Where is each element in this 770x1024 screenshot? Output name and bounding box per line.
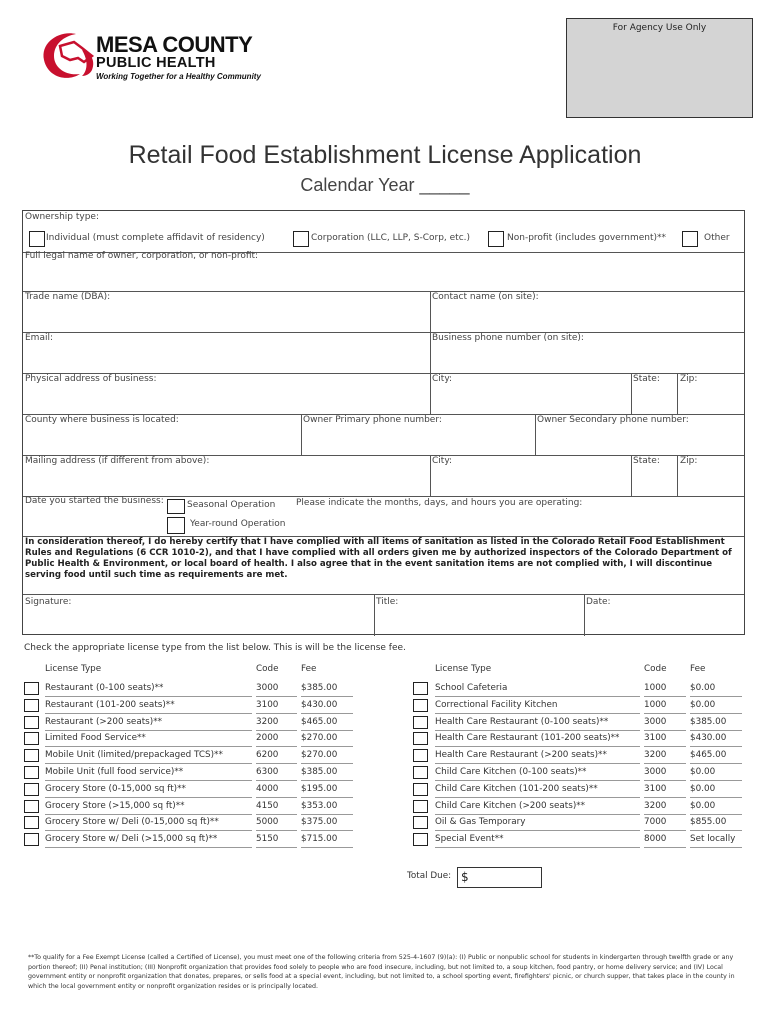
column-divider [677,373,678,414]
table-row-divider [435,814,640,815]
table-row-divider [256,780,297,781]
table-row-divider [690,713,742,714]
column-divider [584,594,585,636]
license-checkbox-left-6[interactable] [24,783,39,796]
license-checkbox-left-2[interactable] [24,716,39,729]
table-row-divider [45,847,252,848]
table-row-divider [301,780,353,781]
license-code-cell: 1000 [644,699,667,710]
license-checkbox-left-3[interactable] [24,732,39,745]
license-type-cell: Health Care Restaurant (>200 seats)** [435,750,607,761]
signature-field[interactable]: Signature: [25,597,72,607]
table-row-divider [301,746,353,747]
license-code-cell: 4150 [256,800,279,811]
ownership-corporation-checkbox[interactable] [293,231,309,247]
license-fee-cell: $430.00 [301,699,338,710]
license-code-cell: 3200 [644,800,667,811]
table-row-divider [45,830,252,831]
license-code-cell: 3200 [256,716,279,727]
table-row-divider [256,696,297,697]
table-row-divider [435,713,640,714]
certification-statement: In consideration thereof, I do hereby certify that I have complied with all items of sanitation as listed in the Colorado Retail Food Establishment Rules and Regulations (6 CCR 1010-2), and that I have complied with all orders given me by authorized inspectors of the Colorado Department of Public Health & Environment, or local board of health. I also agree that in the event sanitation items are not complied with, I will discontinue serving food until such time as requirements are met. [25,537,732,580]
license-checkbox-left-5[interactable] [24,766,39,779]
table-row-divider [435,847,640,848]
license-checkbox-right-6[interactable] [413,783,428,796]
date-field[interactable]: Date: [586,597,611,607]
table-row-divider [45,814,252,815]
table-row-divider [301,713,353,714]
license-fee-cell: Set locally [690,834,736,845]
table-row-divider [45,746,252,747]
application-form [22,210,745,635]
license-checkbox-right-5[interactable] [413,766,428,779]
table-row-divider [690,730,742,731]
license-type-cell: Child Care Kitchen (101-200 seats)** [435,783,598,794]
right-header-code: Code [644,664,667,674]
ownership-nonprofit-checkbox[interactable] [488,231,504,247]
license-code-cell: 3000 [256,683,279,693]
mailing-address-field[interactable]: Mailing address (if different from above): [25,456,210,466]
title-field[interactable]: Title: [376,597,399,607]
owner-primary-phone-field[interactable]: Owner Primary phone number: [303,415,442,425]
license-code-cell: 6300 [256,767,279,777]
license-checkbox-right-0[interactable] [413,682,428,695]
ownership-nonprofit-label: Non-profit (includes government)** [507,233,667,243]
left-header-code: Code [256,664,279,674]
license-code-cell: 6200 [256,750,279,761]
right-header-fee: Fee [690,664,706,674]
right-header-type: License Type [435,664,492,674]
left-header-fee: Fee [301,664,317,674]
license-type-cell: Child Care Kitchen (>200 seats)** [435,800,586,811]
county-field[interactable]: County where business is located: [25,415,179,425]
logo-tagline: Working Together for a Healthy Community [96,72,261,81]
mailing-zip-field[interactable]: Zip: [680,456,698,466]
license-fee-cell: $0.00 [690,767,716,777]
license-checkbox-left-1[interactable] [24,699,39,712]
contact-name-field[interactable]: Contact name (on site): [432,292,539,302]
table-row-divider [644,780,686,781]
license-fee-cell: $465.00 [301,716,338,727]
license-type-cell: Mobile Unit (limited/prepackaged TCS)** [45,750,223,761]
license-type-cell: Child Care Kitchen (0-100 seats)** [435,767,587,777]
license-type-cell: Grocery Store (>15,000 sq ft)** [45,800,185,811]
table-row-divider [45,696,252,697]
table-row-divider [256,713,297,714]
table-row-divider [435,780,640,781]
table-row-divider [256,797,297,798]
column-divider [430,455,431,496]
license-code-cell: 2000 [256,733,279,744]
license-fee-cell: $385.00 [301,683,338,693]
table-row-divider [256,763,297,764]
license-fee-cell: $195.00 [301,783,338,794]
table-row-divider [644,830,686,831]
table-row-divider [690,746,742,747]
table-row-divider [256,830,297,831]
license-code-cell: 4000 [256,783,279,794]
table-row-divider [256,730,297,731]
license-code-cell: 5000 [256,817,279,828]
table-row-divider [301,830,353,831]
column-divider [374,594,375,636]
license-type-cell: Grocery Store w/ Deli (0-15,000 sq ft)** [45,817,219,828]
table-row-divider [45,763,252,764]
seasonal-label: Seasonal Operation [187,500,276,510]
ownership-other-label: Other [704,233,730,243]
column-divider [301,414,302,455]
table-row-divider [301,814,353,815]
agency-use-label: For Agency Use Only [612,23,707,33]
table-row-divider [644,814,686,815]
table-row-divider [690,780,742,781]
license-checkbox-right-8[interactable] [413,816,428,829]
table-row-divider [644,730,686,731]
table-row-divider [690,814,742,815]
table-row-divider [435,746,640,747]
logo-emblem-icon [34,26,100,88]
table-row-divider [45,730,252,731]
total-due-label: Total Due: [407,871,452,881]
logo-line1: MESA COUNTY [96,32,253,57]
table-row-divider [690,830,742,831]
seasonal-checkbox[interactable] [167,499,185,514]
ownership-individual-checkbox[interactable] [29,231,45,247]
state-field[interactable]: State: [633,374,660,384]
table-row-divider [256,746,297,747]
column-divider [631,455,632,496]
table-row-divider [301,797,353,798]
license-instruction: Check the appropriate license type from the list below. This is will be the license fee. [24,643,406,653]
business-phone-field[interactable]: Business phone number (on site): [432,333,584,343]
license-checkbox-right-7[interactable] [413,800,428,813]
license-type-cell: Restaurant (101-200 seats)** [45,699,175,710]
license-fee-cell: $430.00 [690,733,727,744]
table-row-divider [45,780,252,781]
license-checkbox-left-4[interactable] [24,749,39,762]
table-row-divider [690,696,742,697]
ownership-corporation-label: Corporation (LLC, LLP, S-Corp, etc.) [311,233,471,243]
license-fee-cell: $0.00 [690,683,716,693]
city-field[interactable]: City: [432,374,453,384]
page-subtitle: Calendar Year _____ [300,175,470,195]
table-row-divider [45,797,252,798]
license-fee-cell: $270.00 [301,733,338,744]
column-divider [535,414,536,455]
license-code-cell: 5150 [256,834,279,845]
trade-name-field[interactable]: Trade name (DBA): [25,292,111,302]
license-fee-cell: $855.00 [690,817,727,828]
license-code-cell: 3200 [644,750,667,761]
left-header-type: License Type [45,664,102,674]
zip-field[interactable]: Zip: [680,374,698,384]
row-divider [23,332,744,333]
date-started-field[interactable]: Date you started the business: [25,496,164,506]
license-type-cell: Grocery Store w/ Deli (>15,000 sq ft)** [45,834,218,845]
table-row-divider [644,746,686,747]
total-due-field[interactable]: $ [457,867,542,888]
license-type-cell: Restaurant (>200 seats)** [45,716,162,727]
table-row-divider [301,696,353,697]
agency-use-box [566,18,753,118]
logo-line2: PUBLIC HEALTH [96,55,216,71]
license-checkbox-left-0[interactable] [24,682,39,695]
license-type-cell: Grocery Store (0-15,000 sq ft)** [45,783,186,794]
license-fee-cell: $385.00 [301,767,338,777]
license-fee-cell: $715.00 [301,834,338,845]
license-code-cell: 3000 [644,767,667,777]
table-row-divider [644,847,686,848]
license-type-cell: Mobile Unit (full food service)** [45,767,184,777]
license-fee-cell: $270.00 [301,750,338,761]
license-type-cell: Limited Food Service** [45,733,146,744]
column-divider [430,291,431,373]
year-round-label: Year-round Operation [190,519,286,529]
license-checkbox-right-2[interactable] [413,716,428,729]
table-row-divider [301,763,353,764]
license-checkbox-left-9[interactable] [24,833,39,846]
table-row-divider [644,696,686,697]
months-prompt: Please indicate the months, days, and hours you are operating: [296,498,583,508]
license-type-cell: Correctional Facility Kitchen [435,699,558,710]
logo [34,24,274,86]
license-fee-cell: $353.00 [301,800,338,811]
license-fee-cell: $385.00 [690,716,727,727]
table-row-divider [435,763,640,764]
license-fee-cell: $0.00 [690,699,716,710]
table-row-divider [435,696,640,697]
license-code-cell: 3100 [644,733,667,744]
table-row-divider [256,847,297,848]
license-code-cell: 7000 [644,817,667,828]
license-fee-cell: $465.00 [690,750,727,761]
ownership-other-checkbox[interactable] [682,231,698,247]
year-round-checkbox[interactable] [167,517,185,534]
table-row-divider [45,713,252,714]
license-checkbox-right-4[interactable] [413,749,428,762]
license-type-cell: Restaurant (0-100 seats)** [45,683,164,693]
table-row-divider [435,797,640,798]
license-type-cell: School Cafeteria [435,683,508,693]
table-row-divider [301,730,353,731]
license-type-cell: Health Care Restaurant (101-200 seats)** [435,733,620,744]
license-type-cell: Health Care Restaurant (0-100 seats)** [435,716,609,727]
column-divider [631,373,632,414]
table-row-divider [644,797,686,798]
owner-name-field[interactable]: Full legal name of owner, corporation, or non-profit: [25,251,259,261]
license-checkbox-right-9[interactable] [413,833,428,846]
license-checkbox-right-1[interactable] [413,699,428,712]
table-row-divider [435,830,640,831]
table-row-divider [690,763,742,764]
license-fee-cell: $0.00 [690,800,716,811]
license-code-cell: 3100 [256,699,279,710]
license-fee-cell: $0.00 [690,783,716,794]
table-row-divider [644,763,686,764]
column-divider [430,373,431,414]
table-row-divider [301,847,353,848]
table-row-divider [644,713,686,714]
license-type-cell: Special Event** [435,834,504,845]
row-divider [23,594,744,595]
ownership-individual-label: Individual (must complete affidavit of residency) [46,233,265,243]
table-row-divider [690,847,742,848]
mailing-state-field[interactable]: State: [633,456,660,466]
mailing-city-field[interactable]: City: [432,456,453,466]
email-field[interactable]: Email: [25,333,54,343]
footnote: **To qualify for a Fee Exempt License (called a Certified of License), you must meet one of the following criteria from 525-4-1607 (9)(a): (I) Public or nonpublic school for students in kindergarten through twelfth grade or any portion thereof; (II) Penal institution; (III) Nonprofit organization that provides food solely to people who are food insecure, including, but not limited to, a soup kitchen, food pantry, or home delivery service; and (IV) Local government entity or nonprofit organization that donates, prepares, or sells food at a special event, including, but not limited to, a school sporting event, firefighters' picnic, or church supper, that takes place in the county in which the local government entity or nonprofit organization resides or is principally located. [28,954,735,990]
license-checkbox-right-3[interactable] [413,732,428,745]
physical-address-field[interactable]: Physical address of business: [25,374,157,384]
table-row-divider [690,797,742,798]
column-divider [677,455,678,496]
license-checkbox-left-7[interactable] [24,800,39,813]
page-title: Retail Food Establishment License Application [128,141,642,169]
ownership-label: Ownership type: [25,212,99,222]
license-code-cell: 3000 [644,716,667,727]
license-checkbox-left-8[interactable] [24,816,39,829]
license-fee-cell: $375.00 [301,817,338,828]
row-divider [23,291,744,292]
license-type-cell: Oil & Gas Temporary [435,817,526,828]
owner-secondary-phone-field[interactable]: Owner Secondary phone number: [537,415,689,425]
table-row-divider [435,730,640,731]
table-row-divider [256,814,297,815]
license-code-cell: 8000 [644,834,667,845]
license-code-cell: 1000 [644,683,667,693]
license-code-cell: 3100 [644,783,667,794]
